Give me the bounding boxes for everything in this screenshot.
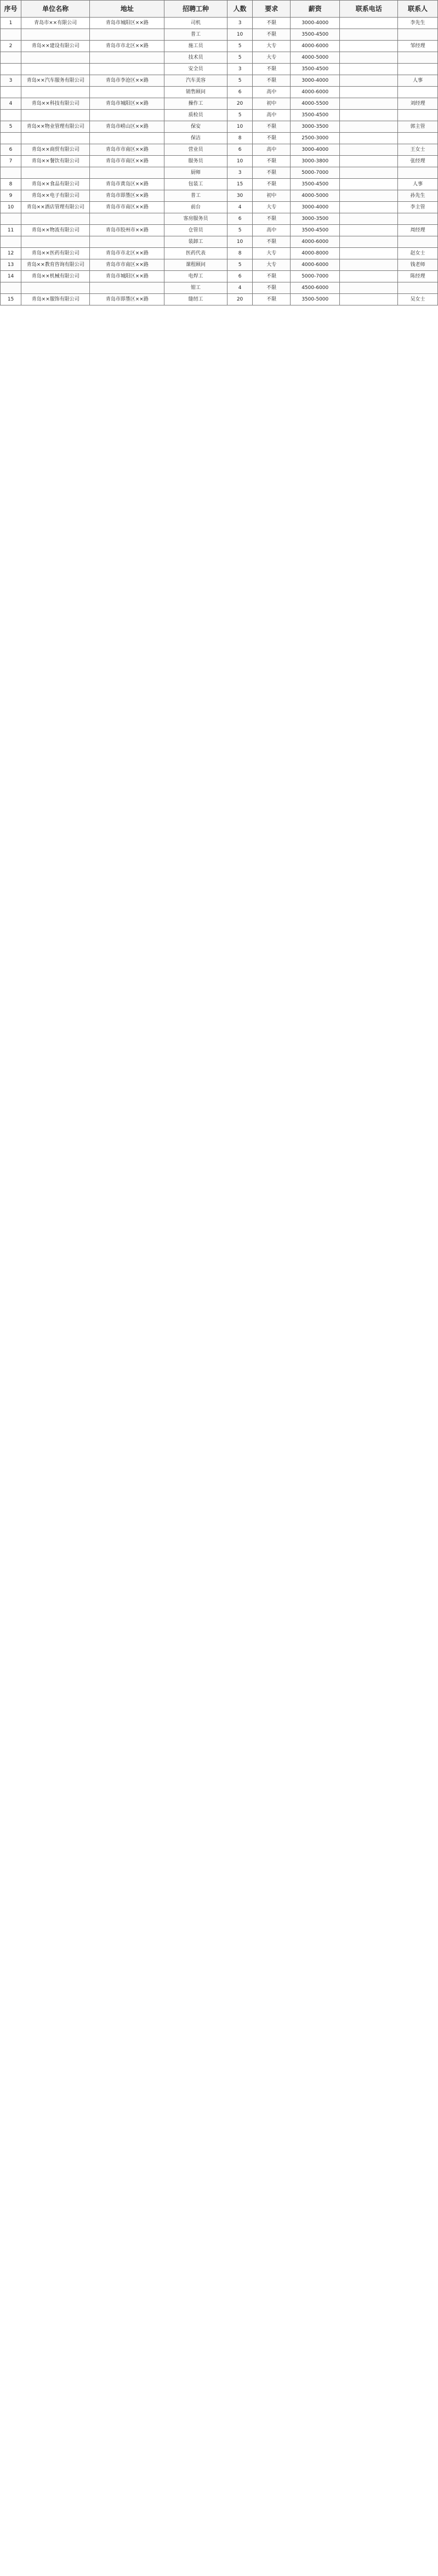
cell-requirement: 高中: [253, 225, 291, 236]
cell-count: 3: [227, 18, 253, 29]
cell-salary: 3500-4500: [291, 110, 340, 121]
cell-contact: 周经理: [398, 225, 438, 236]
cell-address: 青岛市市南区××路: [90, 259, 164, 271]
cell-phone: [340, 248, 398, 259]
cell-phone: [340, 167, 398, 179]
table-header-row: [1, 1, 438, 18]
table-row: [1, 225, 438, 236]
table-row: [1, 64, 438, 75]
cell-requirement: 大专: [253, 248, 291, 259]
cell-job: 电焊工: [164, 271, 227, 282]
cell-no: 11: [1, 225, 21, 236]
cell-phone: [340, 144, 398, 156]
cell-unit: 青岛××医药有限公司: [21, 248, 90, 259]
cell-phone: [340, 236, 398, 248]
cell-requirement: 不限: [253, 236, 291, 248]
cell-contact: 陈经理: [398, 271, 438, 282]
cell-salary: 2500-3000: [291, 133, 340, 144]
cell-job: 厨师: [164, 167, 227, 179]
cell-unit: [21, 167, 90, 179]
cell-no: 15: [1, 294, 21, 305]
cell-unit: [21, 87, 90, 98]
cell-contact: [398, 236, 438, 248]
cell-salary: 4000-6000: [291, 87, 340, 98]
cell-requirement: 不限: [253, 18, 291, 29]
table-row: [1, 294, 438, 305]
cell-unit: 青岛市××有限公司: [21, 18, 90, 29]
cell-salary: 3000-3800: [291, 156, 340, 167]
table-body: [1, 18, 438, 305]
table-row: [1, 179, 438, 190]
cell-phone: [340, 156, 398, 167]
cell-requirement: 大专: [253, 52, 291, 64]
table-row: [1, 41, 438, 52]
cell-requirement: 不限: [253, 271, 291, 282]
cell-phone: [340, 271, 398, 282]
cell-salary: 4000-6000: [291, 236, 340, 248]
cell-unit: [21, 52, 90, 64]
cell-salary: 3000-4000: [291, 18, 340, 29]
cell-requirement: 不限: [253, 156, 291, 167]
cell-contact: [398, 133, 438, 144]
cell-unit: 青岛××物流有限公司: [21, 225, 90, 236]
cell-unit: 青岛××教育咨询有限公司: [21, 259, 90, 271]
cell-phone: [340, 52, 398, 64]
table-row: [1, 156, 438, 167]
cell-contact: [398, 52, 438, 64]
cell-address: [90, 213, 164, 225]
cell-salary: 4500-6000: [291, 282, 340, 294]
cell-count: 10: [227, 29, 253, 41]
header-requirement: 要求: [253, 1, 291, 18]
cell-address: [90, 282, 164, 294]
cell-unit: [21, 29, 90, 41]
cell-job: 保洁: [164, 133, 227, 144]
cell-contact: 张经理: [398, 156, 438, 167]
table-row: [1, 52, 438, 64]
table-row: [1, 98, 438, 110]
cell-job: 前台: [164, 202, 227, 213]
cell-address: [90, 64, 164, 75]
cell-address: 青岛市市北区××路: [90, 248, 164, 259]
cell-no: 6: [1, 144, 21, 156]
cell-address: [90, 87, 164, 98]
cell-requirement: 不限: [253, 64, 291, 75]
cell-job: 课程顾问: [164, 259, 227, 271]
header-job: 招聘工种: [164, 1, 227, 18]
cell-requirement: 不限: [253, 167, 291, 179]
cell-job: 仓管员: [164, 225, 227, 236]
cell-requirement: 不限: [253, 75, 291, 87]
cell-no: 9: [1, 190, 21, 202]
cell-no: 4: [1, 98, 21, 110]
cell-job: 质检员: [164, 110, 227, 121]
cell-requirement: 不限: [253, 282, 291, 294]
cell-job: 施工员: [164, 41, 227, 52]
cell-no: [1, 87, 21, 98]
cell-unit: 青岛××酒店管理有限公司: [21, 202, 90, 213]
table-row: [1, 248, 438, 259]
cell-address: [90, 110, 164, 121]
cell-contact: [398, 167, 438, 179]
cell-contact: 郭主管: [398, 121, 438, 133]
cell-contact: [398, 282, 438, 294]
cell-address: 青岛市胶州市××路: [90, 225, 164, 236]
cell-salary: 3000-3500: [291, 121, 340, 133]
cell-contact: 钱老师: [398, 259, 438, 271]
cell-unit: [21, 64, 90, 75]
cell-count: 8: [227, 248, 253, 259]
table-row: [1, 75, 438, 87]
cell-contact: [398, 213, 438, 225]
header-phone: 联系电话: [340, 1, 398, 18]
cell-unit: [21, 282, 90, 294]
job-listing-table: [0, 0, 438, 305]
cell-address: 青岛市市北区××路: [90, 41, 164, 52]
cell-address: 青岛市李沧区××路: [90, 75, 164, 87]
cell-count: 4: [227, 202, 253, 213]
cell-no: [1, 29, 21, 41]
cell-contact: 孙先生: [398, 190, 438, 202]
header-count: 人数: [227, 1, 253, 18]
cell-requirement: 大专: [253, 259, 291, 271]
cell-count: 5: [227, 52, 253, 64]
cell-contact: [398, 110, 438, 121]
table-row: [1, 213, 438, 225]
cell-salary: 3000-4000: [291, 75, 340, 87]
header-address: 地址: [90, 1, 164, 18]
cell-requirement: 不限: [253, 213, 291, 225]
cell-job: 操作工: [164, 98, 227, 110]
cell-unit: 青岛××物业管理有限公司: [21, 121, 90, 133]
cell-count: 3: [227, 64, 253, 75]
cell-address: 青岛市即墨区××路: [90, 190, 164, 202]
cell-job: 技术员: [164, 52, 227, 64]
cell-count: 6: [227, 144, 253, 156]
cell-unit: 青岛××建设有限公司: [21, 41, 90, 52]
cell-no: [1, 167, 21, 179]
cell-phone: [340, 18, 398, 29]
cell-contact: 刘经理: [398, 98, 438, 110]
cell-requirement: 不限: [253, 294, 291, 305]
cell-salary: 4000-5000: [291, 190, 340, 202]
cell-requirement: 不限: [253, 179, 291, 190]
cell-count: 30: [227, 190, 253, 202]
cell-requirement: 初中: [253, 190, 291, 202]
cell-phone: [340, 282, 398, 294]
cell-address: [90, 29, 164, 41]
table-row: [1, 282, 438, 294]
cell-no: 5: [1, 121, 21, 133]
cell-contact: 赵女士: [398, 248, 438, 259]
cell-contact: 人事: [398, 179, 438, 190]
table-row: [1, 259, 438, 271]
table-row: [1, 133, 438, 144]
cell-count: 20: [227, 98, 253, 110]
table-row: [1, 236, 438, 248]
cell-address: [90, 236, 164, 248]
cell-job: 普工: [164, 190, 227, 202]
cell-count: 5: [227, 259, 253, 271]
cell-no: 7: [1, 156, 21, 167]
cell-requirement: 不限: [253, 29, 291, 41]
cell-phone: [340, 202, 398, 213]
cell-phone: [340, 225, 398, 236]
cell-contact: 李先生: [398, 18, 438, 29]
cell-job: 服务员: [164, 156, 227, 167]
cell-count: 4: [227, 282, 253, 294]
cell-count: 10: [227, 236, 253, 248]
cell-count: 6: [227, 271, 253, 282]
cell-salary: 3500-4500: [291, 179, 340, 190]
cell-salary: 3000-4000: [291, 144, 340, 156]
cell-salary: 5000-7000: [291, 271, 340, 282]
cell-address: 青岛市市南区××路: [90, 202, 164, 213]
cell-phone: [340, 259, 398, 271]
cell-no: [1, 64, 21, 75]
cell-contact: 人事: [398, 75, 438, 87]
cell-unit: 青岛××电子有限公司: [21, 190, 90, 202]
cell-job: 包装工: [164, 179, 227, 190]
cell-no: 14: [1, 271, 21, 282]
cell-count: 5: [227, 41, 253, 52]
header-salary: 薪资: [291, 1, 340, 18]
cell-unit: 青岛××服饰有限公司: [21, 294, 90, 305]
cell-address: [90, 167, 164, 179]
cell-requirement: 高中: [253, 110, 291, 121]
cell-salary: 3500-4500: [291, 29, 340, 41]
cell-no: [1, 110, 21, 121]
cell-no: [1, 52, 21, 64]
cell-salary: 4000-5500: [291, 98, 340, 110]
cell-job: 普工: [164, 29, 227, 41]
cell-contact: 邹经理: [398, 41, 438, 52]
cell-phone: [340, 179, 398, 190]
cell-phone: [340, 121, 398, 133]
cell-phone: [340, 64, 398, 75]
cell-unit: 青岛××餐饮有限公司: [21, 156, 90, 167]
cell-requirement: 不限: [253, 121, 291, 133]
cell-job: 装卸工: [164, 236, 227, 248]
cell-salary: 5000-7000: [291, 167, 340, 179]
cell-job: 营业员: [164, 144, 227, 156]
cell-phone: [340, 75, 398, 87]
cell-job: 钳工: [164, 282, 227, 294]
cell-phone: [340, 110, 398, 121]
cell-job: 汽车美容: [164, 75, 227, 87]
cell-contact: 李主管: [398, 202, 438, 213]
cell-count: 6: [227, 87, 253, 98]
cell-count: 6: [227, 213, 253, 225]
table-row: [1, 87, 438, 98]
cell-no: 10: [1, 202, 21, 213]
cell-salary: 3500-5000: [291, 294, 340, 305]
cell-requirement: 高中: [253, 87, 291, 98]
cell-unit: [21, 133, 90, 144]
table-row: [1, 271, 438, 282]
cell-count: 5: [227, 110, 253, 121]
table-row: [1, 202, 438, 213]
cell-contact: [398, 87, 438, 98]
cell-phone: [340, 213, 398, 225]
cell-no: [1, 213, 21, 225]
cell-no: 1: [1, 18, 21, 29]
cell-job: 安全员: [164, 64, 227, 75]
cell-job: 缝纫工: [164, 294, 227, 305]
cell-contact: [398, 64, 438, 75]
cell-phone: [340, 87, 398, 98]
cell-phone: [340, 98, 398, 110]
table-row: [1, 144, 438, 156]
cell-count: 15: [227, 179, 253, 190]
cell-phone: [340, 190, 398, 202]
cell-phone: [340, 41, 398, 52]
cell-contact: 王女士: [398, 144, 438, 156]
cell-no: [1, 133, 21, 144]
cell-salary: 4000-6000: [291, 41, 340, 52]
cell-unit: 青岛××商贸有限公司: [21, 144, 90, 156]
cell-job: 司机: [164, 18, 227, 29]
cell-count: 10: [227, 121, 253, 133]
cell-salary: 3500-4500: [291, 225, 340, 236]
cell-count: 5: [227, 225, 253, 236]
cell-job: 客房服务员: [164, 213, 227, 225]
cell-unit: [21, 236, 90, 248]
table-row: [1, 167, 438, 179]
cell-salary: 3500-4500: [291, 64, 340, 75]
cell-count: 20: [227, 294, 253, 305]
cell-contact: 吴女士: [398, 294, 438, 305]
table-row: [1, 190, 438, 202]
cell-no: 8: [1, 179, 21, 190]
cell-phone: [340, 294, 398, 305]
table-row: [1, 110, 438, 121]
cell-job: 保安: [164, 121, 227, 133]
cell-phone: [340, 29, 398, 41]
cell-address: [90, 52, 164, 64]
cell-count: 5: [227, 75, 253, 87]
cell-unit: [21, 110, 90, 121]
cell-no: 2: [1, 41, 21, 52]
cell-count: 10: [227, 156, 253, 167]
cell-job: 销售顾问: [164, 87, 227, 98]
cell-no: 13: [1, 259, 21, 271]
header-unit: 单位名称: [21, 1, 90, 18]
table-row: [1, 29, 438, 41]
cell-requirement: 高中: [253, 144, 291, 156]
cell-address: 青岛市崂山区××路: [90, 121, 164, 133]
header-contact: 联系人: [398, 1, 438, 18]
cell-no: [1, 282, 21, 294]
cell-job: 医药代表: [164, 248, 227, 259]
cell-address: 青岛市黄岛区××路: [90, 179, 164, 190]
cell-requirement: 不限: [253, 133, 291, 144]
table-row: [1, 18, 438, 29]
cell-salary: 4000-6000: [291, 259, 340, 271]
cell-salary: 4000-5000: [291, 52, 340, 64]
cell-address: [90, 133, 164, 144]
cell-contact: [398, 29, 438, 41]
cell-phone: [340, 133, 398, 144]
cell-count: 3: [227, 167, 253, 179]
cell-address: 青岛市市南区××路: [90, 144, 164, 156]
cell-salary: 3000-3500: [291, 213, 340, 225]
cell-no: 12: [1, 248, 21, 259]
cell-address: 青岛市城阳区××路: [90, 98, 164, 110]
cell-requirement: 大专: [253, 41, 291, 52]
cell-unit: 青岛××科技有限公司: [21, 98, 90, 110]
cell-salary: 4000-8000: [291, 248, 340, 259]
cell-no: [1, 236, 21, 248]
cell-address: 青岛市即墨区××路: [90, 294, 164, 305]
cell-unit: 青岛××机械有限公司: [21, 271, 90, 282]
cell-requirement: 大专: [253, 202, 291, 213]
table-row: [1, 121, 438, 133]
cell-no: 3: [1, 75, 21, 87]
cell-address: 青岛市市南区××路: [90, 156, 164, 167]
cell-unit: [21, 213, 90, 225]
cell-count: 8: [227, 133, 253, 144]
cell-address: 青岛市城阳区××路: [90, 271, 164, 282]
cell-address: 青岛市城阳区××路: [90, 18, 164, 29]
cell-salary: 3000-4000: [291, 202, 340, 213]
cell-requirement: 初中: [253, 98, 291, 110]
header-no: 序号: [1, 1, 21, 18]
cell-unit: 青岛××食品有限公司: [21, 179, 90, 190]
cell-unit: 青岛××汽车服务有限公司: [21, 75, 90, 87]
